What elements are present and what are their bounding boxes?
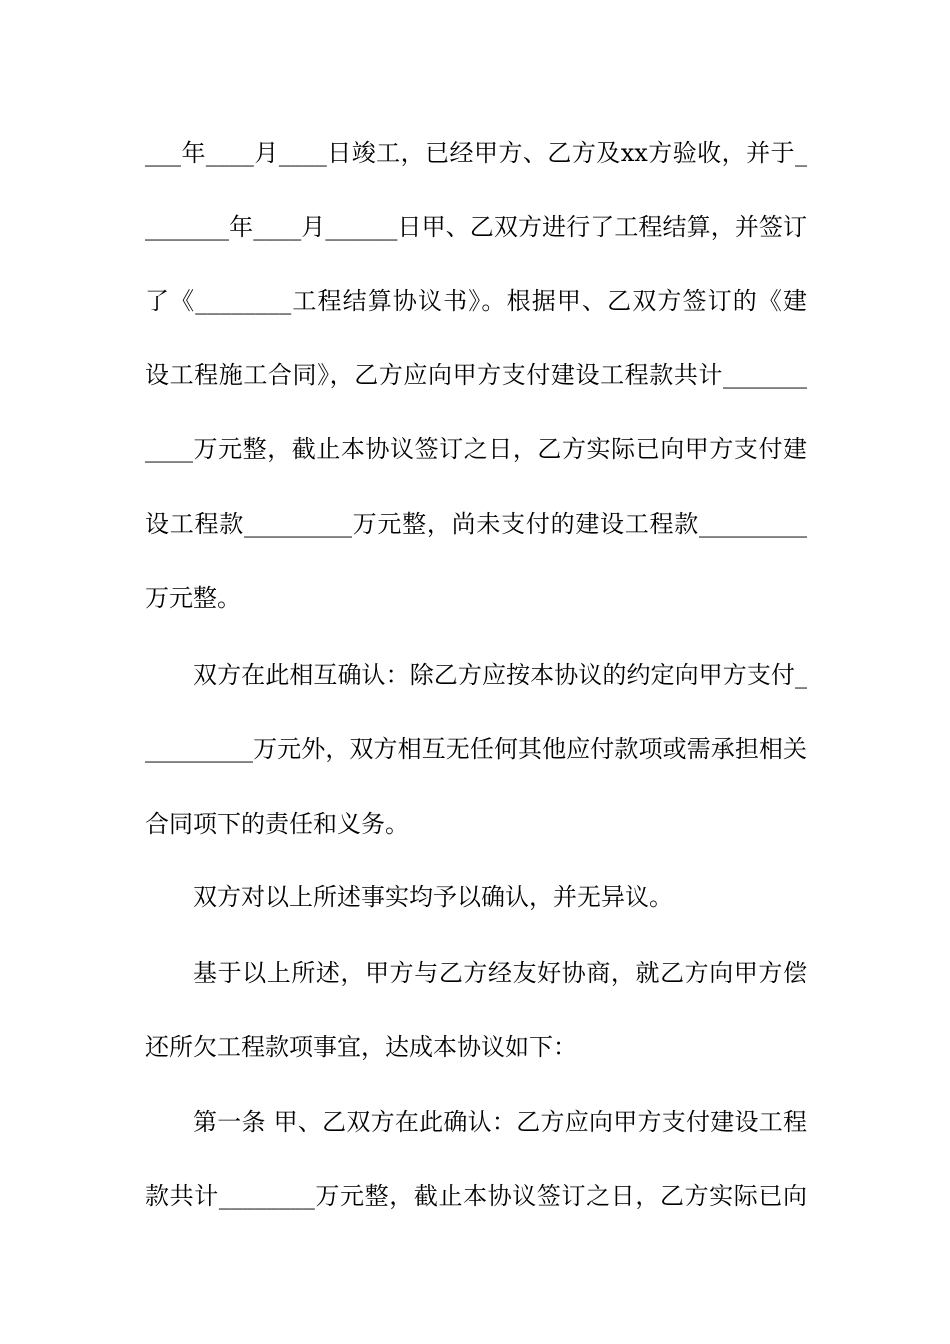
paragraph-line: 双方对以上所述事实均予以确认，并无异议。 bbox=[193, 883, 673, 911]
paragraph-line: 合同项下的责任和义务。 bbox=[145, 810, 409, 838]
paragraph-line: ___年____月____日竣工，已经甲方、乙方及xx方验收，并于_ bbox=[145, 139, 807, 167]
paragraph-line: 双方在此相互确认：除乙方应按本协议的约定向甲方支付_ bbox=[193, 661, 807, 689]
paragraph-line: 了《________工程结算协议书》。根据甲、乙双方签订的《建 bbox=[145, 287, 807, 315]
paragraph-line: 基于以上所述，甲方与乙方经友好协商，就乙方向甲方偿 bbox=[193, 959, 807, 987]
paragraph-line: _________万元外，双方相互无任何其他应付款项或需承担相关 bbox=[145, 735, 807, 763]
paragraph-line: 设工程施工合同》，乙方应向甲方支付建设工程款共计_______ bbox=[145, 361, 807, 389]
paragraph-line: 设工程款_________万元整，尚未支付的建设工程款_________ bbox=[145, 510, 807, 538]
paragraph-line: 款共计________万元整，截止本协议签订之日，乙方实际已向 bbox=[145, 1182, 807, 1210]
paragraph-line: _______年____月______日甲、乙双方进行了工程结算，并签订 bbox=[145, 213, 807, 241]
paragraph-line: ____万元整，截止本协议签订之日，乙方实际已向甲方支付建 bbox=[145, 435, 807, 463]
paragraph-line: 还所欠工程款项事宜，达成本协议如下： bbox=[145, 1033, 577, 1061]
paragraph-line: 万元整。 bbox=[145, 584, 241, 612]
paragraph-line: 第一条 甲、乙双方在此确认：乙方应向甲方支付建设工程 bbox=[193, 1108, 807, 1136]
